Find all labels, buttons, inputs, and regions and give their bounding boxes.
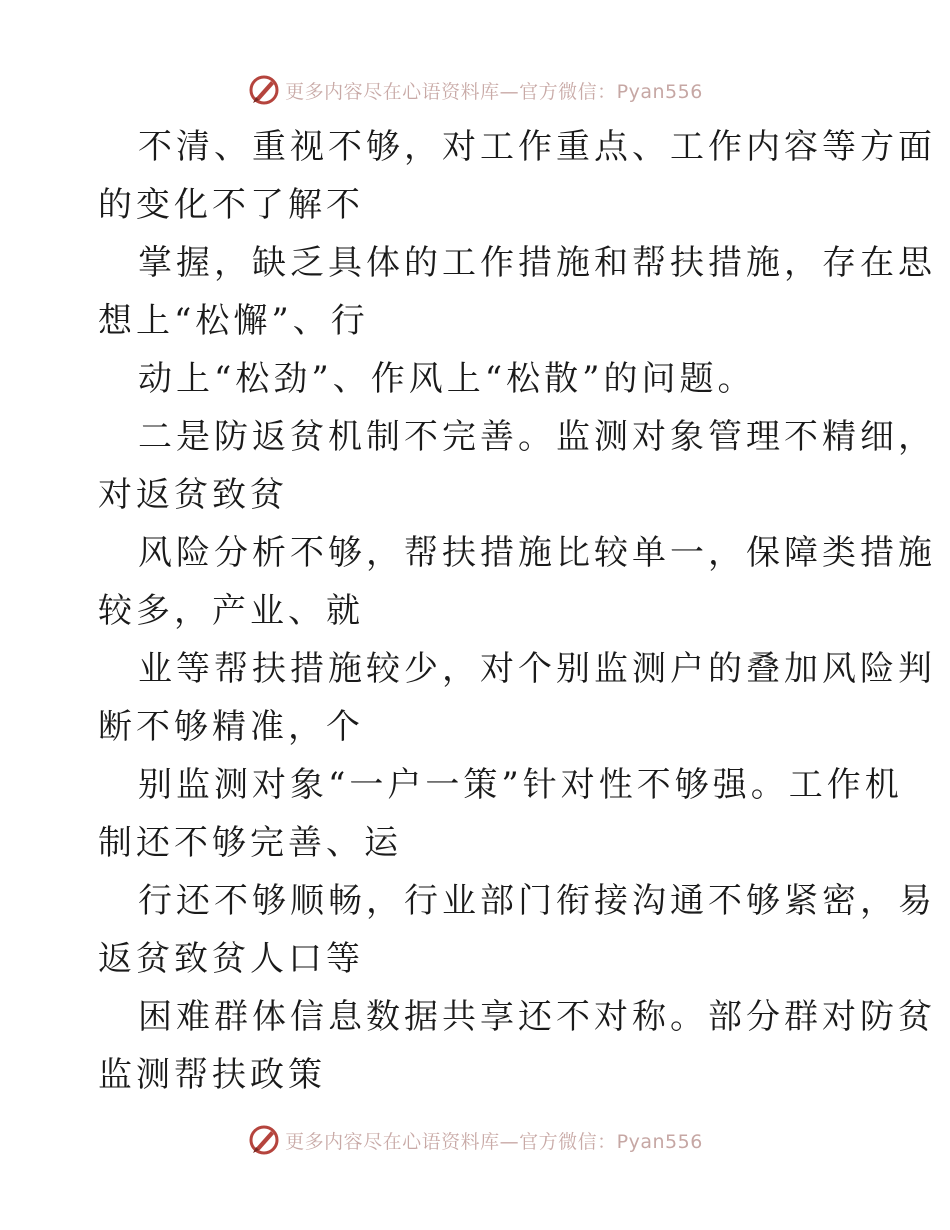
- banner-text: 更多内容尽在心语资料库—官方微信：Pyan556: [285, 80, 703, 103]
- footer-banner: [0, 1120, 950, 1160]
- paragraph: 二是防返贫机制不完善。监测对象管理不精细， 对返贫致贫: [98, 417, 936, 515]
- paragraph: 掌握，缺乏具体的工作措施和帮扶措施，存在思 想上“松懈”、行: [98, 243, 936, 341]
- paragraph: 困难群体信息数据共享还不对称。部分群对防贫 监测帮扶政策: [98, 997, 936, 1095]
- pen-logo-icon: [247, 1123, 281, 1157]
- paragraph: 业等帮扶措施较少，对个别监测户的叠加风险判 断不够精准，个: [98, 649, 936, 747]
- paragraph: 别监测对象“一户一策”针对性不够强。工作机 制还不够完善、运: [98, 765, 903, 863]
- document-body: [98, 118, 936, 1104]
- banner-text: 更多内容尽在心语资料库—官方微信：Pyan556: [285, 1130, 703, 1153]
- header-banner: [0, 70, 950, 110]
- paragraph: 行还不够顺畅，行业部门衔接沟通不够紧密，易 返贫致贫人口等: [98, 881, 936, 979]
- paragraph: 不清、重视不够，对工作重点、工作内容等方面 的变化不了解不: [98, 127, 936, 225]
- paragraph: 动上“松劲”、作风上“松散”的问题。: [138, 359, 756, 399]
- paragraph: 风险分析不够，帮扶措施比较单一，保障类措施 较多，产业、就: [98, 533, 936, 631]
- pen-logo-icon: [247, 73, 281, 107]
